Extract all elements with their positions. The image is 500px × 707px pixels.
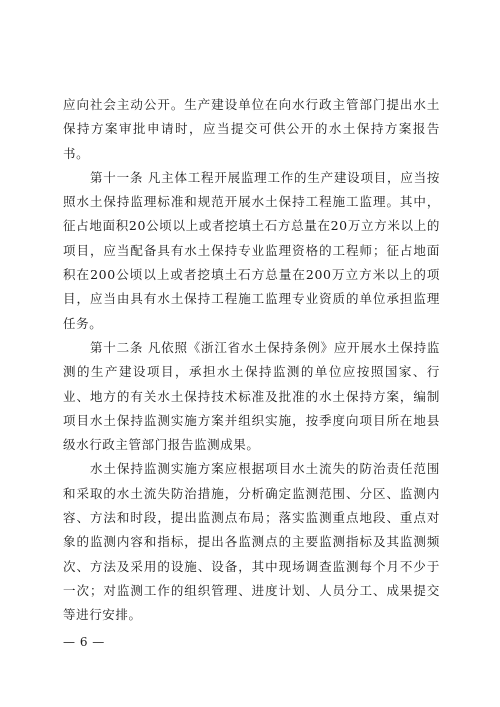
- paragraph-monitoring-plan: 水土保持监测实施方案应根据项目水土流失的防治责任范围和采取的水土流失防治措施，分析确定监测范围、分区、监测内容、方法和时段，提出监测点布局；落实监测重点地段、重点对象的监测内容和指标，提出各监测点的主要监测指标及其监测频次、方法及采用的设施、设备，其中现场调查监测每个月不少于一次；对监测工作的组织管理、进度计划、人员分工、成果提交等进行安排。: [63, 461, 440, 623]
- document-body: [63, 93, 440, 628]
- paragraph-article-12: 第十二条 凡依照《浙江省水土保持条例》应开展水土保持监测的生产建设项目，承担水土保持监测的单位应按照国家、行业、地方的有关水土保持技术标准及批准的水土保持方案，编制项目水土保持监测实施方案并组织实施，按季度向项目所在地县级水行政主管部门报告监测成果。: [63, 339, 440, 453]
- paragraph-continuation: 应向社会主动公开。生产建设单位在向水行政主管部门提出水土保持方案审批申请时，应当提交可供公开的水土保持方案报告书。: [63, 97, 440, 161]
- page-number: — 6 —: [63, 635, 105, 649]
- paragraph-article-11: 第十一条 凡主体工程开展监理工作的生产建设项目，应当按照水土保持监理标准和规范开展水土保持工程施工监理。其中，征占地面积20公顷以上或者挖填土石方总量在20万立方米以上的项目，应当配备具有水土保持专业监理资格的工程师；征占地面积在200公顷以上或者挖填土石方总量在200万立方米以上的项目，应当由具有水土保持工程施工监理专业资质的单位承担监理任务。: [63, 169, 440, 331]
